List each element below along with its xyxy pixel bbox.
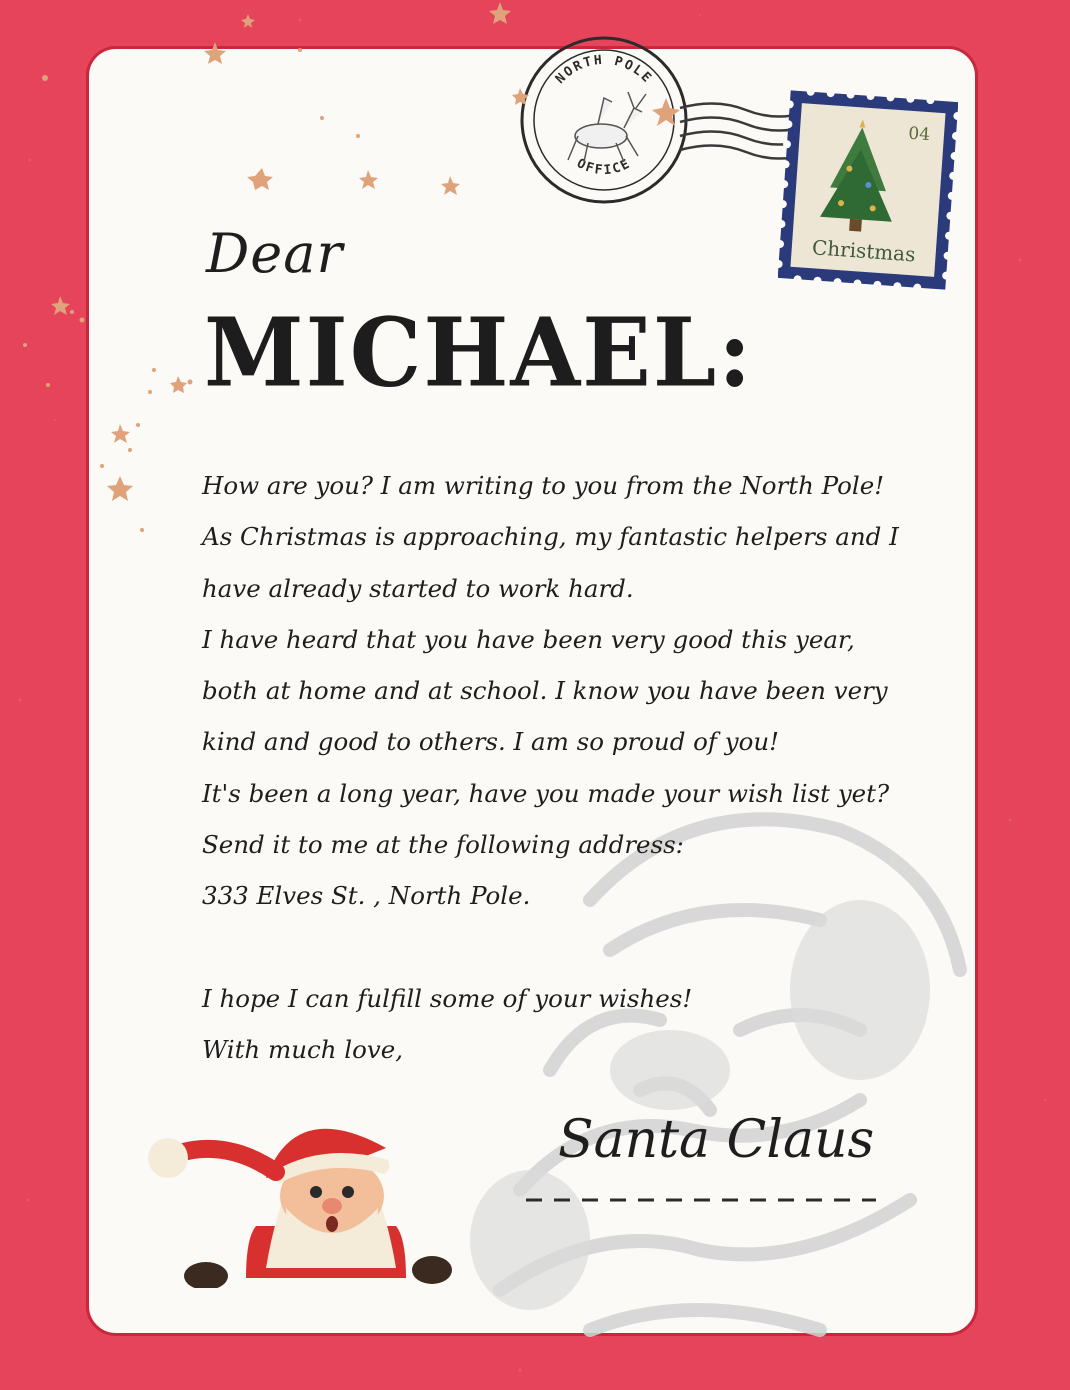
closing-line: With much love, — [202, 1034, 404, 1064]
svg-text:OFFICE — [574, 156, 634, 178]
body-line: 333 Elves St. , North Pole. — [202, 881, 531, 911]
recipient-name: MICHAEL: — [204, 297, 754, 409]
body-line: As Christmas is approaching, my fantastic helpers and I — [202, 522, 899, 552]
body-line: both at home and at school. I know you have been very — [202, 676, 888, 706]
postmark-top-text: NORTH POLE — [552, 52, 656, 87]
body-line: have already started to work hard. — [202, 573, 634, 603]
body-line: Send it to me at the following address: — [202, 830, 684, 860]
closing-line: I hope I can fulfill some of your wishes! — [202, 983, 693, 1013]
paragraph-gap — [202, 922, 922, 973]
svg-text:NORTH POLE — [553, 53, 655, 87]
letter-body — [202, 460, 922, 1075]
signature-line — [526, 1196, 876, 1204]
postmark-reindeer-icon — [568, 92, 646, 162]
body-line: kind and good to others. I am so proud of you! — [202, 727, 779, 757]
postmark — [516, 28, 806, 218]
body-line: I have heard that you have been very good this year, — [202, 624, 855, 654]
stamp-label: Christmas — [811, 235, 917, 267]
greeting: Dear — [206, 222, 344, 285]
christmas-stamp — [778, 90, 958, 290]
signature: Santa Claus — [558, 1110, 875, 1170]
santa-cartoon-icon — [106, 1108, 466, 1288]
stamp-number: 04 — [907, 123, 931, 146]
body-line: How are you? I am writing to you from the North Pole! — [202, 471, 885, 500]
body-line: It's been a long year, have you made your wish list yet? — [202, 778, 890, 808]
postmark-bottom-text: OFFICE — [574, 156, 634, 179]
